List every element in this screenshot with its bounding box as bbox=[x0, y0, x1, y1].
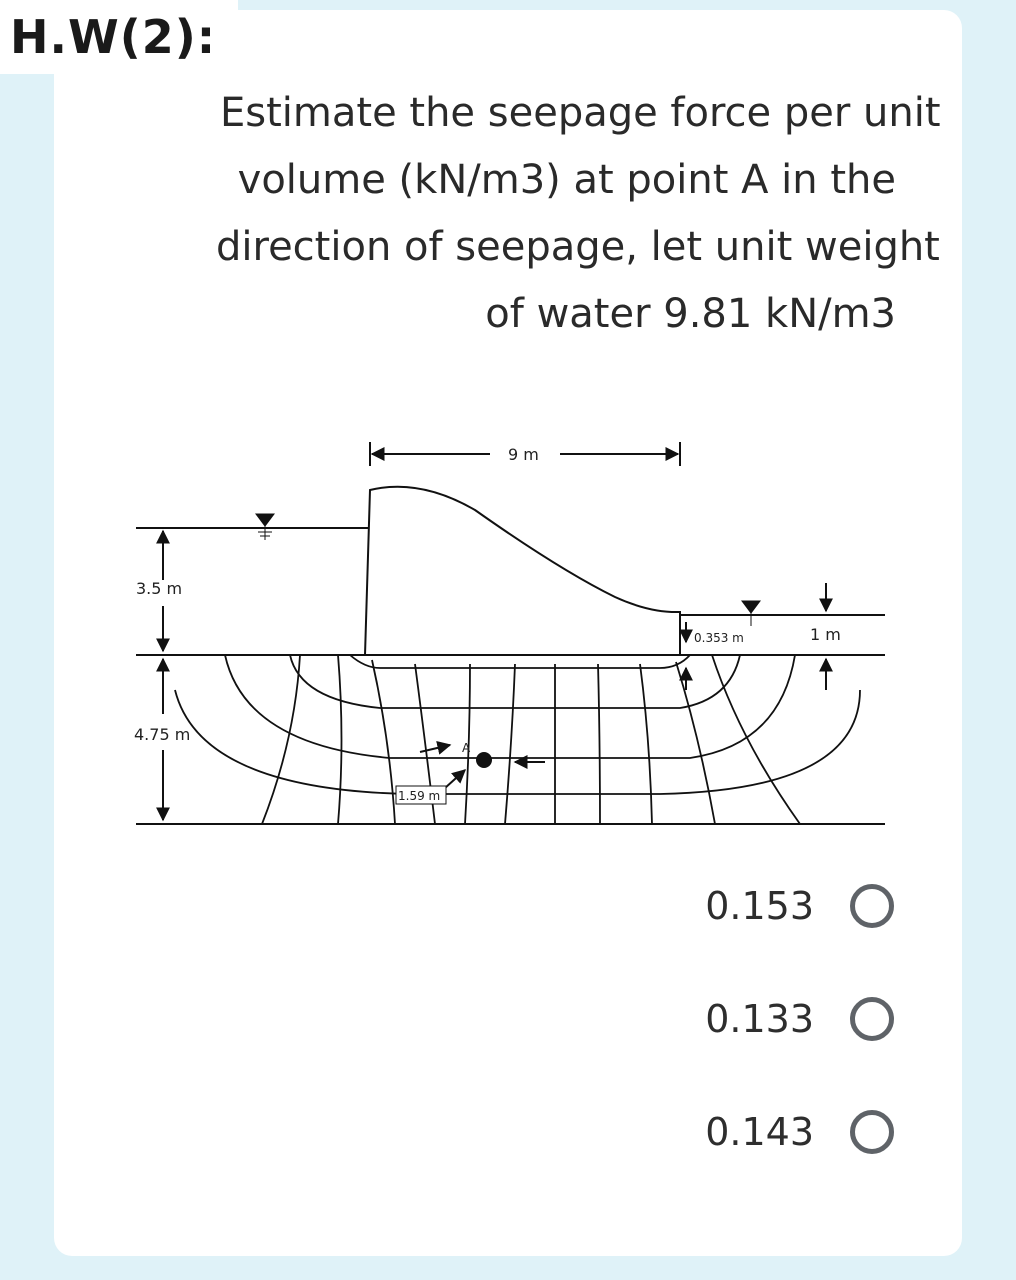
question-line-2: volume (kN/m3) at point A in the bbox=[237, 157, 896, 203]
option-1-label: 0.153 bbox=[705, 884, 814, 928]
point-a-marker bbox=[476, 752, 492, 768]
equipotential-6 bbox=[505, 664, 515, 824]
equipotential-3 bbox=[372, 660, 395, 824]
option-3-label: 0.143 bbox=[705, 1110, 814, 1154]
upstream-head-label: 3.5 m bbox=[136, 579, 183, 598]
question-line-3: direction of seepage, let unit weight bbox=[216, 224, 940, 270]
option-3-radio[interactable] bbox=[850, 1110, 894, 1154]
downstream-water-symbol bbox=[742, 601, 760, 613]
flow-line-1 bbox=[350, 655, 690, 668]
equipotential-2 bbox=[338, 655, 342, 824]
option-2-label: 0.133 bbox=[705, 997, 814, 1041]
point-a-label: A bbox=[462, 741, 471, 755]
upstream-water-symbol bbox=[256, 514, 274, 526]
equipotential-8 bbox=[598, 664, 600, 824]
equipotential-9 bbox=[640, 664, 652, 824]
depth-label: 4.75 m bbox=[134, 725, 191, 744]
element-size-label: 1.59 m bbox=[398, 789, 441, 803]
option-2-radio[interactable] bbox=[850, 997, 894, 1041]
option-2[interactable] bbox=[705, 989, 894, 1049]
equipotential-1 bbox=[262, 655, 300, 824]
option-1-radio[interactable] bbox=[850, 884, 894, 928]
equipotential-11 bbox=[712, 655, 800, 824]
equipotential-10 bbox=[676, 662, 715, 824]
option-1[interactable] bbox=[705, 876, 894, 936]
dam-body bbox=[365, 487, 680, 655]
question-line-4: of water 9.81 kN/m3 bbox=[485, 291, 896, 337]
flow-line-3 bbox=[225, 655, 795, 758]
question-line-1: Estimate the seepage force per unit bbox=[220, 90, 941, 136]
flow-arrow-left bbox=[420, 745, 450, 752]
width-label: 9 m bbox=[508, 445, 539, 464]
downstream-level-label: 0.353 m bbox=[694, 631, 744, 645]
element-size-leader bbox=[445, 770, 465, 788]
page-title: H.W(2): bbox=[10, 10, 217, 64]
option-3[interactable] bbox=[705, 1102, 894, 1162]
downstream-head-label: 1 m bbox=[810, 625, 841, 644]
